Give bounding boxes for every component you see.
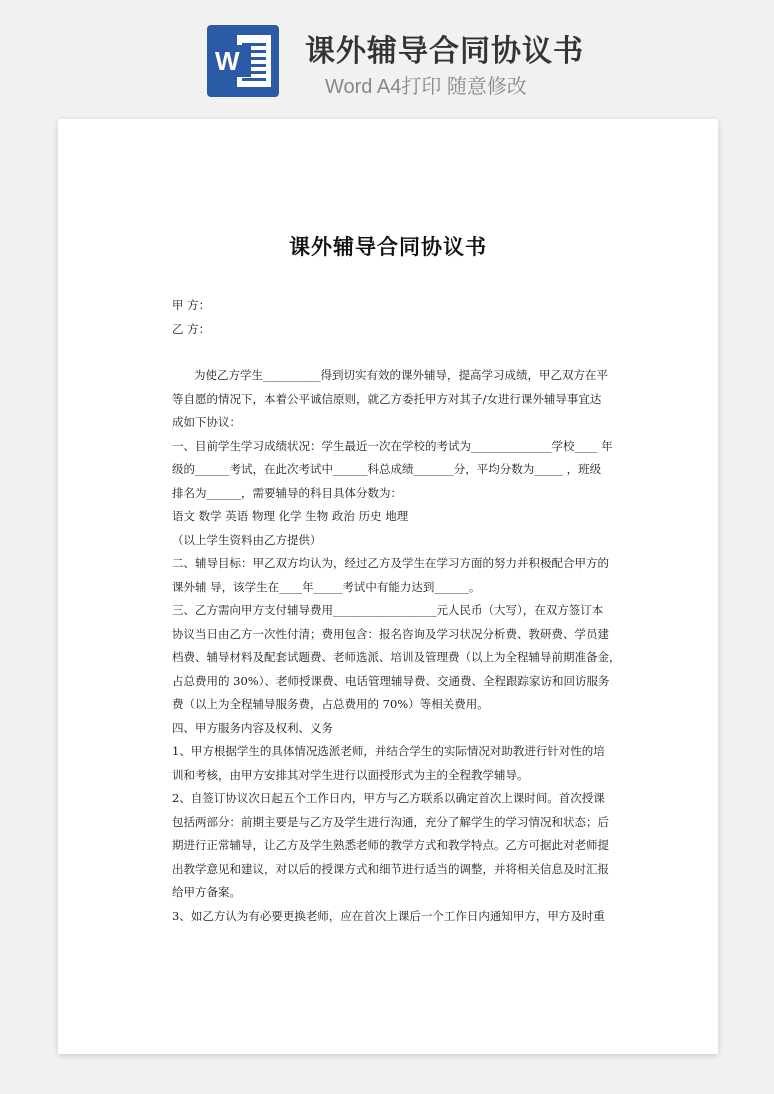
paragraph-line: 级的______考试，在此次考试中______科总成绩_______分，平均分数为_____ ，班级 [172,462,602,476]
header-subtitle: Word A4打印 随意修改 [325,76,527,98]
document-page [58,119,718,1054]
paragraph-line: 占总费用的 30%）、老师授课费、电话管理辅导费、交通费、全程跟踪家访和回访服务 [172,673,610,688]
paragraph-line: 包括两部分：前期主要是与乙方及学生进行沟通，充分了解学生的学习情况和状态；后 [172,814,609,829]
paragraph-line: 费（以上为全程辅导服务费，占总费用的 70%）等相关费用。 [172,697,489,711]
section-heading: 四、甲方服务内容及权利、义务 [172,720,333,735]
paragraph-line: 课外辅 导，该学生在____年_____考试中有能力达到______。 [172,579,481,594]
paragraph-line: 出教学意见和建议，对以后的授课方式和细节进行适当的调整，并将相关信息及时汇报 [172,861,609,876]
paragraph-line: 一、目前学生学习成绩状况：学生最近一次在学校的考试为______________学校____ 年 [172,438,613,453]
paragraph-line: 为使乙方学生__________得到切实有效的课外辅导，提高学习成绩，甲乙双方在平 [194,368,608,382]
header-title: 课外辅导合同协议书 [305,34,584,69]
document-body [172,294,621,928]
paragraph-line: 排名为______，需要辅导的科目具体分数为： [172,485,402,500]
word-document-icon [207,25,279,97]
paragraph-line: 等自愿的情况下，本着公平诚信原则，就乙方委托甲方对其子/女进行课外辅导事宜达 [172,391,602,406]
paragraph-line: 期进行正常辅导，让乙方及学生熟悉老师的教学方式和教学特点。乙方可据此对老师提 [172,838,609,852]
paragraph-line: 训和考核，由甲方安排其对学生进行以面授形式为主的全程教学辅导。 [172,767,529,782]
subjects-line: 语文 数学 英语 物理 化学 生物 政治 历史 地理 [172,509,409,523]
paragraph-line: 档费、辅导材料及配套试题费、老师选派、培训及管理费（以上为全程辅导前期准备金， [172,650,621,664]
header-banner [0,0,774,110]
word-letter: W [215,45,251,77]
paragraph-line: 2、自签订协议次日起五个工作日内，甲方与乙方联系以确定首次上课时间。首次授课 [172,791,605,805]
paragraph-line: 3、如乙方认为有必要更换老师，应在首次上课后一个工作日内通知甲方，甲方及时重 [172,908,605,923]
party-b-line: 乙 方： [172,321,211,336]
paragraph-line: （以上学生资料由乙方提供） [172,532,322,547]
paragraph-line: 协议当日由乙方一次性付清；费用包含：报名咨询及学习状况分析费、教研费、学员建 [172,626,609,641]
document-title: 课外辅导合同协议书 [289,235,487,259]
paragraph-line: 成如下协议： [172,415,241,429]
paragraph-line: 给甲方备案。 [172,885,241,899]
party-a-line: 甲 方： [172,298,211,312]
paragraph-line: 三、乙方需向甲方支付辅导费用__________________元人民币（大写），在双方签订本 [172,603,604,617]
paragraph-line: 1、甲方根据学生的具体情况选派老师，并结合学生的实际情况对助教进行针对性的培 [172,744,605,758]
paragraph-line: 二、辅导目标：甲乙双方均认为，经过乙方及学生在学习方面的努力并积极配合甲方的 [172,556,609,570]
